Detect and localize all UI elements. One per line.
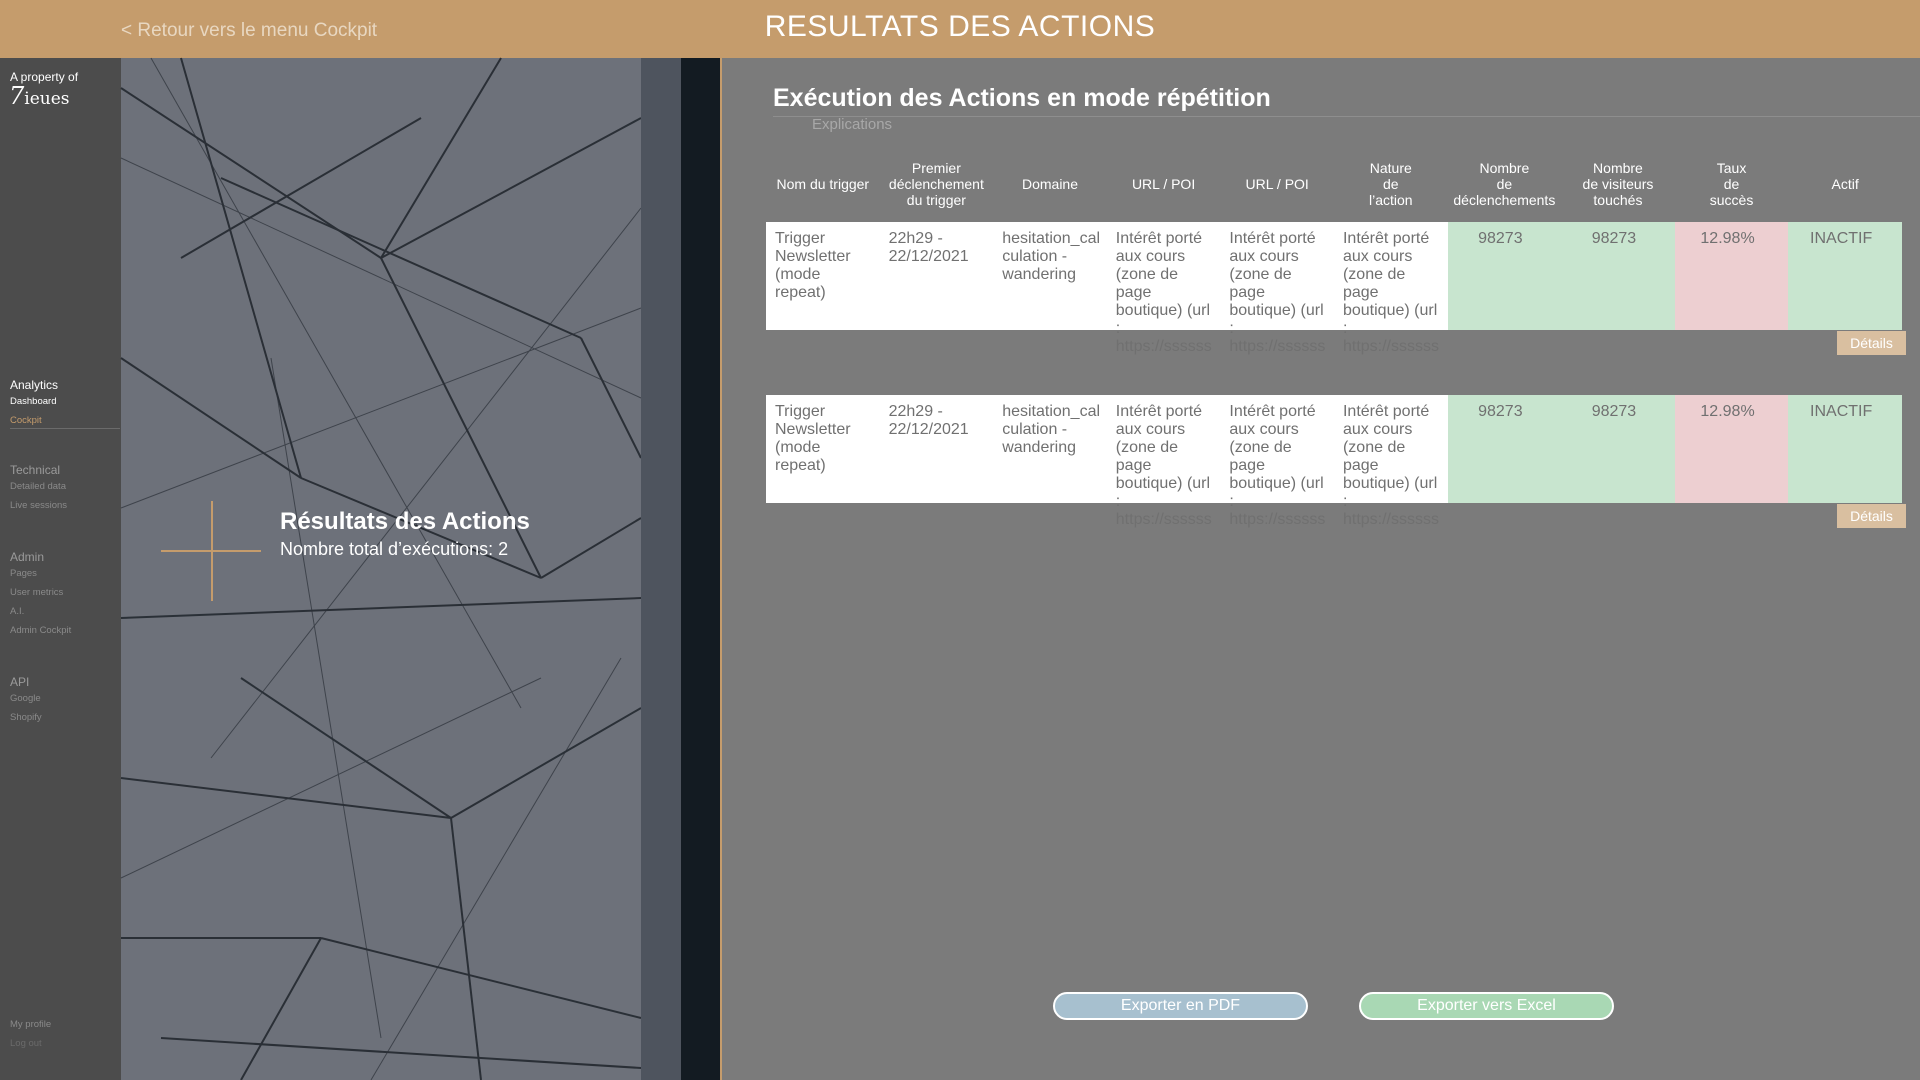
cell-visitors-reached: 98273 (1561, 395, 1675, 503)
sidebar-item-ai[interactable]: A.I. (10, 606, 25, 617)
sidebar-item-log-out[interactable]: Log out (10, 1038, 42, 1049)
nav-title-analytics: Analytics (10, 378, 59, 392)
cell-url-poi: Intérêt porté aux cours (zone de page boutique) (url : https://ssssss (1115, 403, 1212, 528)
hero-panel (121, 58, 720, 1080)
cell-url-poi: Intérêt porté aux cours (zone de page boutique) (url : https://ssssss (1115, 230, 1212, 355)
column-header: Nature de l’action (1368, 160, 1413, 208)
cell-trigger-count: 98273 (1448, 222, 1562, 330)
back-to-cockpit-link[interactable]: < Retour vers le menu Cockpit (121, 20, 378, 41)
brand-tagline: A property of (10, 70, 79, 84)
section-rule (773, 116, 1920, 117)
hero-title: Résultats des Actions (280, 508, 530, 535)
cell-trigger-name: Trigger Newsletter (mode repeat) (775, 403, 851, 474)
section-title: Exécution des Actions en mode répétition (773, 84, 1271, 112)
cell-action-nature: Intérêt porté aux cours (zone de page boutique) (url : https://ssssss (1342, 230, 1439, 355)
top-bar (0, 0, 1920, 58)
cell-success-rate: 12.98% (1675, 395, 1789, 503)
column-header: Premier déclenchement du trigger (888, 160, 984, 208)
column-header: Nombre de visiteurs touchés (1582, 160, 1654, 208)
cell-action-nature: Intérêt porté aux cours (zone de page boutique) (url : https://ssssss (1342, 403, 1439, 528)
cell-active-status: INACTIF (1788, 395, 1902, 503)
explications-link[interactable]: Explications (812, 116, 893, 133)
sidebar-item-detailed-data[interactable]: Detailed data (10, 481, 66, 492)
sidebar-item-pages[interactable]: Pages (10, 568, 37, 579)
nav-group-admin (10, 550, 71, 644)
hero-network-lines (121, 58, 641, 1080)
hero-strip (641, 58, 681, 1080)
export-pdf-button[interactable]: Exporter en PDF (1053, 992, 1308, 1020)
sidebar-item-admin-cockpit[interactable]: Admin Cockpit (10, 625, 72, 636)
sidebar-item-dashboard[interactable]: Dashboard (10, 396, 57, 407)
column-header: Taux de succès (1709, 160, 1754, 208)
sidebar-item-my-profile[interactable]: My profile (10, 1019, 52, 1030)
cell-trigger-count: 98273 (1448, 395, 1562, 503)
details-button[interactable]: Détails (1837, 331, 1906, 355)
export-excel-button[interactable]: Exporter vers Excel (1359, 992, 1614, 1020)
sidebar-item-google[interactable]: Google (10, 693, 41, 704)
column-header: Nom du trigger (776, 176, 870, 192)
column-header: Domaine (1021, 176, 1078, 192)
sidebar-item-cockpit[interactable]: Cockpit (10, 415, 120, 429)
cell-domain: hesitation_calculation - wandering (1002, 230, 1101, 283)
cell-url-poi: Intérêt porté aux cours (zone de page boutique) (url : https://ssssss (1229, 230, 1326, 355)
sidebar-item-shopify[interactable]: Shopify (10, 712, 42, 723)
hero-subtitle: Nombre total d’exécutions: 2 (280, 539, 509, 559)
column-header: Actif (1831, 176, 1859, 192)
nav-title-api: API (10, 675, 30, 689)
cell-domain: hesitation_calculation - wandering (1002, 403, 1101, 456)
table-header (766, 154, 1902, 214)
cross-decoration-horizontal (161, 550, 261, 552)
nav-group-analytics (10, 378, 120, 437)
nav-title-technical: Technical (10, 463, 61, 477)
sidebar-item-live-sessions[interactable]: Live sessions (10, 500, 68, 511)
column-header: Nombre de déclenchements (1453, 160, 1556, 208)
hero-strip-dark (681, 58, 720, 1080)
nav-group-api (10, 675, 42, 731)
nav-title-admin: Admin (10, 550, 45, 564)
cell-first-trigger: 22h29 - 22/12/2021 (888, 230, 969, 265)
sidebar (0, 58, 121, 1080)
brand-logo: 7ieues (9, 82, 70, 110)
cell-visitors-reached: 98273 (1561, 222, 1675, 330)
column-header: URL / POI (1131, 176, 1196, 192)
main-content (722, 58, 1920, 1080)
cell-success-rate: 12.98% (1675, 222, 1789, 330)
cell-active-status: INACTIF (1788, 222, 1902, 330)
cell-trigger-name: Trigger Newsletter (mode repeat) (775, 230, 851, 301)
details-button[interactable]: Détails (1837, 504, 1906, 528)
cell-first-trigger: 22h29 - 22/12/2021 (888, 403, 969, 438)
sidebar-item-user-metrics[interactable]: User metrics (10, 587, 64, 598)
column-header: URL / POI (1245, 176, 1309, 192)
cell-url-poi: Intérêt porté aux cours (zone de page boutique) (url : https://ssssss (1229, 403, 1326, 528)
nav-group-technical (10, 463, 67, 519)
page-title: RESULTATS DES ACTIONS (764, 10, 1156, 43)
